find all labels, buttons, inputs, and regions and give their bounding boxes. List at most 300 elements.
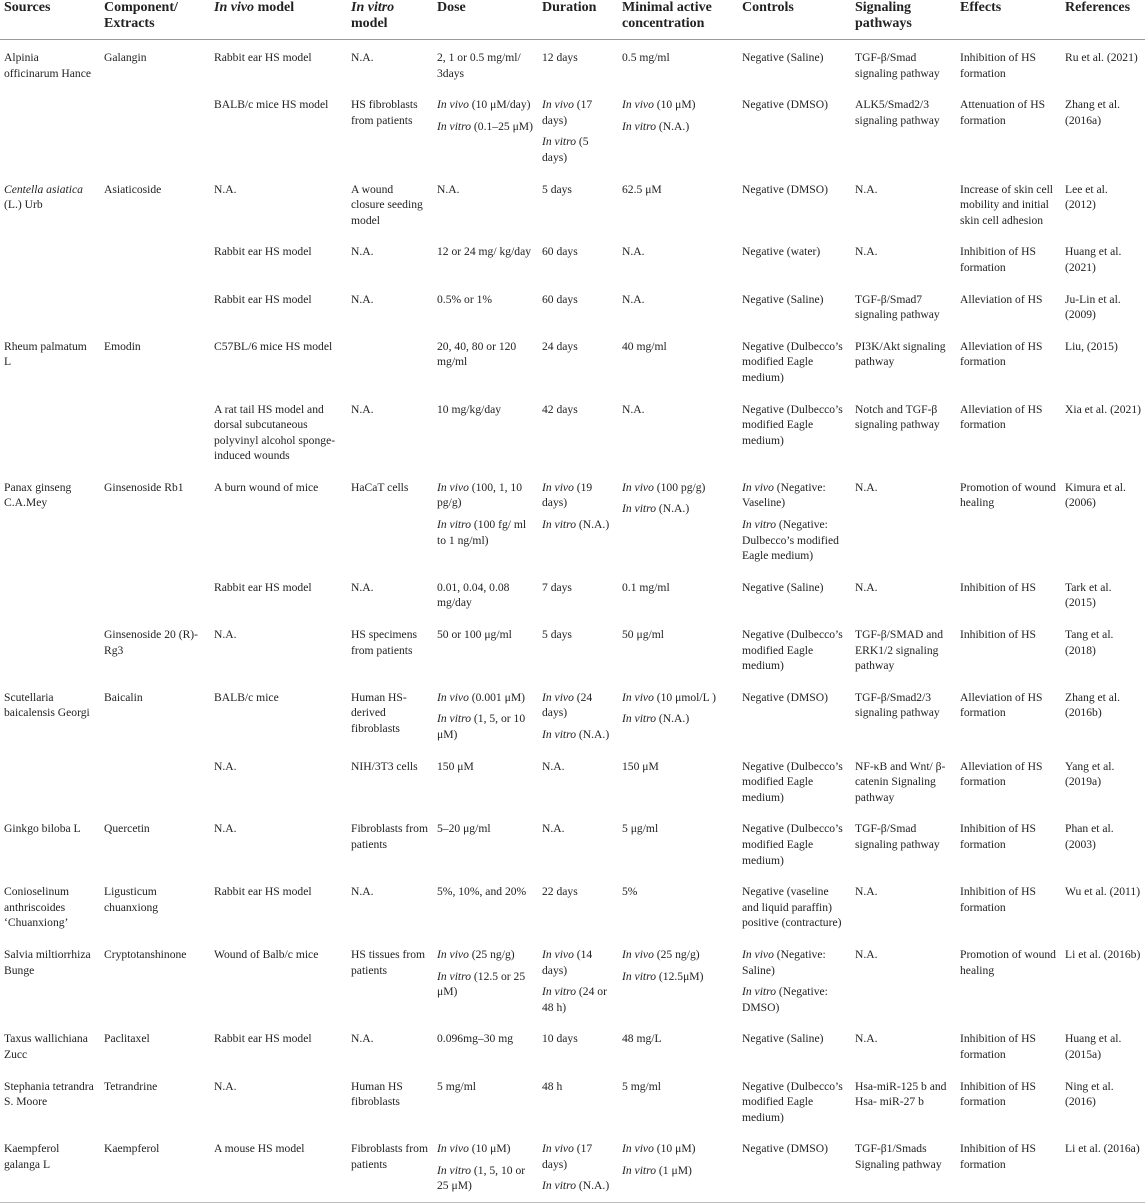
cell-line <box>622 402 734 418</box>
cell-minimal-active-concentration <box>618 282 738 329</box>
cell-line <box>742 402 847 449</box>
cell-line <box>622 969 734 985</box>
cell-line <box>437 627 534 643</box>
cell-line <box>742 244 847 260</box>
cell-effects: Inhibition of HS formation <box>956 1131 1061 1202</box>
cell-line-text: 22 days <box>542 885 578 899</box>
cell-line <box>437 244 534 260</box>
cell-line <box>437 119 534 135</box>
cell-source: Salvia miltiorrhiza Bunge <box>4 947 91 977</box>
cell-line-text: 50 μg/ml <box>622 628 664 642</box>
cell-line-text: (Negative: Vaseline) <box>742 480 826 510</box>
cell-line <box>542 947 614 978</box>
cell-line-condition: In vitro <box>542 518 577 532</box>
cell-line-text: N.A. <box>437 182 460 196</box>
cell-source: Rheum palmatum L <box>4 339 87 369</box>
cell-line <box>622 244 734 260</box>
table-row <box>0 680 1145 749</box>
cell-line-text: 0.5 mg/ml <box>622 51 670 64</box>
cell-line-condition: In vivo <box>742 480 774 494</box>
cell-line-text: (10 μM/day) <box>468 98 531 112</box>
cell-reference: Ru et al. (2021) <box>1065 51 1138 64</box>
cell-in-vitro-model: HS tissues from patients <box>351 947 426 977</box>
cell-signaling-pathways: TGF-β/Smad signaling pathway <box>855 51 940 80</box>
cell-component <box>100 87 210 171</box>
cell-minimal-active-concentration <box>618 811 738 874</box>
cell-in-vivo-model: Rabbit ear HS model <box>214 580 312 594</box>
cell-in-vivo-model: Wound of Balb/c mice <box>214 947 319 961</box>
cell-line-text: 5% <box>622 885 638 899</box>
cell-in-vivo-model: N.A. <box>214 182 237 196</box>
cell-component <box>100 282 210 329</box>
cell-duration <box>538 874 618 937</box>
header-minimal-active-concentration: Minimal active concentration <box>618 0 738 40</box>
cell-line-text: 5 days <box>542 182 572 196</box>
cell-controls <box>738 617 851 680</box>
cell-line-text: Negative (Dulbecco’s modified Eagle medium) <box>742 339 843 384</box>
cell-line-text: 0.5% or 1% <box>437 292 493 306</box>
cell-line-text: Negative (Dulbecco’s modified Eagle medium) <box>742 628 843 673</box>
cell-signaling-pathways: Hsa-miR-125 b and Hsa- miR-27 b <box>855 1079 947 1109</box>
cell-line <box>542 580 614 596</box>
cell-line <box>622 1163 734 1179</box>
cell-dose <box>433 40 538 88</box>
cell-minimal-active-concentration <box>618 40 738 88</box>
cell-duration <box>538 392 618 470</box>
cell-line-text: Negative (Dulbecco’s modified Eagle medium) <box>742 402 843 447</box>
cell-component: Asiaticoside <box>104 182 162 196</box>
cell-line <box>542 1079 614 1095</box>
cell-line <box>622 884 734 900</box>
cell-line-text: (17 days) <box>542 1142 593 1171</box>
cell-source: Alpinia officinarum Hance <box>4 51 92 80</box>
cell-dose <box>433 1021 538 1068</box>
cell-line-text: 42 days <box>542 402 578 416</box>
cell-line <box>542 821 614 837</box>
cell-line-condition: In vitro <box>437 119 472 133</box>
cell-signaling-pathways: N.A. <box>855 182 878 196</box>
table-row <box>0 937 1145 1021</box>
cell-line-condition: In vivo <box>622 98 654 112</box>
cell-line-text: 5 mg/ml <box>437 1079 476 1093</box>
cell-reference: Yang et al. (2019a) <box>1065 759 1115 789</box>
cell-in-vitro-model: N.A. <box>351 51 374 64</box>
cell-line-text: 150 μM <box>437 759 474 773</box>
header-component: Component/ Extracts <box>100 0 210 40</box>
header-references: References <box>1061 0 1145 40</box>
cell-effects: Inhibition of HS formation <box>960 1032 1037 1061</box>
cell-source: Conioselinum anthriscoides ‘Chuanxiong’ <box>4 885 70 930</box>
cell-line-condition: In vitro <box>542 135 577 149</box>
cell-line <box>437 884 534 900</box>
cell-dose <box>433 392 538 470</box>
cell-source <box>0 282 100 329</box>
cell-duration <box>538 470 618 570</box>
cell-controls <box>738 172 851 235</box>
cell-dose <box>433 470 538 570</box>
cell-line-condition: In vivo <box>437 480 469 494</box>
cell-line <box>542 97 614 128</box>
cell-line <box>542 402 614 418</box>
cell-line <box>742 984 847 1015</box>
cell-controls <box>738 40 851 88</box>
cell-minimal-active-concentration <box>618 172 738 235</box>
cell-reference: Lee et al. (2012) <box>1065 182 1108 212</box>
cell-line-text: 5–20 μg/ml <box>437 822 491 836</box>
cell-line <box>542 134 614 165</box>
cell-line <box>622 1079 734 1095</box>
cell-line <box>742 947 847 978</box>
cell-in-vitro-model: N.A. <box>351 1032 374 1046</box>
cell-effects: Inhibition of HS formation <box>960 51 1037 80</box>
cell-effects: Alleviation of HS <box>960 292 1043 306</box>
cell-line-text: (12.5 or 25 μM) <box>437 969 526 999</box>
cell-component <box>100 570 210 617</box>
cell-line <box>742 821 847 868</box>
cell-in-vivo-model: BALB/c mice <box>214 690 279 704</box>
cell-component: Ginsenoside 20 (R)-Rg3 <box>104 628 199 657</box>
cell-line <box>742 182 847 198</box>
cell-line <box>437 690 534 706</box>
cell-line-text: 48 mg/L <box>622 1032 662 1046</box>
cell-line-text: (Negative: Dulbecco’s modified Eagle medium) <box>742 518 839 563</box>
cell-line-condition: In vivo <box>622 480 654 494</box>
cell-line <box>542 480 614 511</box>
cell-effects: Inhibition of HS formation <box>960 1079 1037 1109</box>
cell-reference: Li et al. (2016a) <box>1061 1131 1145 1202</box>
cell-reference: Tang et al. (2018) <box>1065 628 1114 657</box>
cell-line-text: 24 days <box>542 339 578 353</box>
cell-in-vivo-model: Rabbit ear HS model <box>214 1032 312 1046</box>
cell-signaling-pathways: N.A. <box>855 885 878 899</box>
cell-line-condition: In vitro <box>437 969 472 983</box>
cell-component: Paclitaxel <box>104 1032 150 1046</box>
cell-dose <box>433 570 538 617</box>
cell-line <box>622 947 734 963</box>
table-row <box>0 172 1145 235</box>
cell-in-vivo-model: Rabbit ear HS model <box>214 885 312 899</box>
cell-line <box>437 517 534 548</box>
cell-line-text: 10 mg/kg/day <box>437 402 502 416</box>
cell-line-text: (N.A.) <box>656 712 690 726</box>
cell-line-text: 62.5 μM <box>622 182 662 196</box>
cell-line <box>622 339 734 355</box>
table-row <box>0 87 1145 171</box>
cell-controls <box>738 680 851 749</box>
cell-minimal-active-concentration <box>618 937 738 1021</box>
cell-effects: Attenuation of HS formation <box>960 98 1046 127</box>
cell-in-vivo-model: C57BL/6 mice HS model <box>214 339 333 353</box>
cell-duration <box>538 570 618 617</box>
cell-duration <box>538 937 618 1021</box>
cell-line <box>542 884 614 900</box>
cell-source <box>0 234 100 281</box>
table-row <box>0 570 1145 617</box>
cell-minimal-active-concentration <box>618 749 738 812</box>
table-row <box>0 282 1145 329</box>
cell-signaling-pathways: TGF-β1/Smads Signaling pathway <box>851 1131 956 1202</box>
cell-in-vitro-model: N.A. <box>351 885 374 899</box>
cell-effects: Alleviation of HS formation <box>960 690 1043 720</box>
cell-line <box>437 1031 534 1047</box>
cell-controls <box>738 329 851 392</box>
table-row <box>0 749 1145 812</box>
cell-effects: Inhibition of HS formation <box>960 822 1037 851</box>
cell-effects: Inhibition of HS formation <box>960 885 1037 914</box>
cell-reference: Liu, (2015) <box>1065 339 1118 353</box>
cell-line-text: 50 or 100 μg/ml <box>437 628 512 642</box>
header-in-vivo-model: In vivo model <box>210 0 347 40</box>
cell-line-condition: In vivo <box>542 947 574 961</box>
cell-duration <box>538 329 618 392</box>
cell-controls <box>738 1069 851 1132</box>
cell-minimal-active-concentration <box>618 470 738 570</box>
cell-line-text: Negative (vaseline and liquid paraffin) positive (contracture) <box>742 885 842 930</box>
cell-line-text: N.A. <box>622 245 645 259</box>
cell-signaling-pathways: NF-κB and Wnt/ β-catenin Signaling pathway <box>855 759 946 804</box>
cell-line <box>437 580 534 611</box>
cell-line <box>742 759 847 806</box>
cell-line <box>542 339 614 355</box>
cell-line-text: 12 or 24 mg/ kg/day <box>437 245 532 259</box>
cell-line <box>542 759 614 775</box>
header-signaling-pathways: Signaling pathways <box>851 0 956 40</box>
cell-line-text: 60 days <box>542 292 578 306</box>
cell-duration <box>538 617 618 680</box>
cell-effects: Inhibition of HS formation <box>960 245 1037 274</box>
cell-component: Emodin <box>104 339 141 353</box>
cell-line-text: (19 days) <box>542 480 593 510</box>
header-sources: Sources <box>0 0 100 40</box>
cell-source <box>0 392 100 470</box>
cell-controls <box>738 282 851 329</box>
cell-in-vivo-model: Rabbit ear HS model <box>214 51 312 64</box>
cell-in-vivo-model: N.A. <box>214 822 237 836</box>
cell-line-text: 150 μM <box>622 759 659 773</box>
cell-line-text: Negative (DMSO) <box>742 1142 828 1156</box>
cell-effects: Promotion of wound healing <box>960 947 1056 977</box>
cell-signaling-pathways: TGF-β/Smad signaling pathway <box>855 822 940 851</box>
cell-line-condition: In vitro <box>437 712 472 726</box>
cell-in-vitro-model: Fibroblasts from patients <box>347 1131 433 1202</box>
cell-line-text: (10 μmol/L ) <box>653 690 717 704</box>
cell-line <box>742 1141 847 1157</box>
cell-line <box>622 501 734 517</box>
cell-source <box>0 749 100 812</box>
cell-line-text: Negative (Saline) <box>742 51 824 64</box>
cell-component: Galangin <box>104 51 147 64</box>
cell-signaling-pathways: N.A. <box>855 245 878 259</box>
cell-line <box>622 580 734 596</box>
cell-component: Kaempferol <box>100 1131 210 1202</box>
cell-line-condition: In vitro <box>622 1163 657 1177</box>
cell-component: Cryptotanshinone <box>104 947 187 961</box>
cell-effects: Promotion of wound healing <box>960 480 1056 510</box>
cell-minimal-active-concentration <box>618 392 738 470</box>
cell-line <box>437 947 534 963</box>
cell-signaling-pathways: N.A. <box>855 480 878 494</box>
cell-line <box>437 1141 534 1157</box>
cell-line <box>742 50 847 66</box>
cell-line <box>542 244 614 260</box>
table-row <box>0 617 1145 680</box>
cell-line-text: (0.1–25 μM) <box>471 119 533 133</box>
cell-line-condition: In vivo <box>542 690 574 704</box>
cell-source: Stephania tetrandra S. Moore <box>4 1079 94 1109</box>
cell-reference: Wu et al. (2011) <box>1065 885 1141 899</box>
header-duration: Duration <box>538 0 618 40</box>
cell-line-text: Negative (DMSO) <box>742 690 828 704</box>
cell-in-vitro-model: HS fibroblasts from patients <box>351 98 418 127</box>
cell-minimal-active-concentration <box>618 1069 738 1132</box>
cell-line-text: Negative (Dulbecco’s modified Eagle medium) <box>742 759 843 804</box>
table-row <box>0 329 1145 392</box>
cell-dose <box>433 1069 538 1132</box>
cell-in-vitro-model: HS specimens from patients <box>351 628 418 657</box>
cell-line <box>437 1079 534 1095</box>
cell-in-vitro-model: N.A. <box>351 245 374 259</box>
cell-line-text: (N.A.) <box>656 502 690 516</box>
cell-line-text: (24 or 48 h) <box>542 985 607 1014</box>
source-species-name: Centella asiatica <box>4 182 83 196</box>
cell-line <box>622 50 734 66</box>
cell-line-text: Negative (Dulbecco’s modified Eagle medium) <box>742 1079 843 1124</box>
cell-line <box>437 711 534 742</box>
cell-line-text: (Negative: Saline) <box>742 947 826 977</box>
cell-in-vitro-model <box>347 329 433 392</box>
cell-line-text: (10 μM) <box>468 1142 511 1156</box>
cell-line-text: 60 days <box>542 245 578 259</box>
cell-line-text: 0.1 mg/ml <box>622 580 670 594</box>
cell-line <box>437 759 534 775</box>
cell-component <box>100 392 210 470</box>
cell-line <box>622 97 734 113</box>
cell-signaling-pathways: ALK5/Smad2/3 signaling pathway <box>855 98 940 127</box>
cell-dose <box>433 874 538 937</box>
cell-reference: Tark et al. (2015) <box>1065 580 1112 610</box>
cell-signaling-pathways: N.A. <box>855 580 878 594</box>
cell-line <box>437 182 534 198</box>
cell-line-text: Negative (DMSO) <box>742 98 828 112</box>
cell-line <box>622 711 734 727</box>
cell-line <box>742 580 847 596</box>
cell-line-text: N.A. <box>542 822 565 836</box>
cell-in-vivo-model: Rabbit ear HS model <box>214 292 312 306</box>
cell-reference: Ju-Lin et al. (2009) <box>1065 292 1121 322</box>
cell-in-vitro-model: Human HS-derived fibroblasts <box>351 690 407 735</box>
cell-line <box>742 627 847 674</box>
cell-line <box>742 292 847 308</box>
cell-dose <box>433 329 538 392</box>
cell-line-text: (25 ng/g) <box>468 947 515 961</box>
cell-source: Scutellaria baicalensis Georgi <box>4 690 90 720</box>
cell-line-text: (14 days) <box>542 947 593 977</box>
table-row <box>0 234 1145 281</box>
cell-line <box>622 292 734 308</box>
cell-minimal-active-concentration <box>618 617 738 680</box>
cell-line-condition: In vitro <box>622 712 657 726</box>
cell-duration <box>538 811 618 874</box>
table-row <box>0 40 1145 88</box>
cell-controls <box>738 811 851 874</box>
cell-in-vitro-model: Fibroblasts from patients <box>351 822 428 851</box>
cell-line-text: 40 mg/ml <box>622 339 667 353</box>
cell-controls <box>738 234 851 281</box>
cell-line-condition: In vitro <box>742 985 777 999</box>
cell-component: Baicalin <box>104 690 143 704</box>
cell-duration <box>538 749 618 812</box>
cell-line-text: (100 fg/ ml to 1 ng/ml) <box>437 518 527 547</box>
cell-line-text: Negative (DMSO) <box>742 182 828 196</box>
cell-in-vivo-model: A burn wound of mice <box>214 480 319 494</box>
cell-line-condition: In vivo <box>542 1142 574 1156</box>
cell-in-vitro-model: HaCaT cells <box>351 480 409 494</box>
cell-in-vivo-model: N.A. <box>214 628 237 642</box>
cell-source <box>0 570 100 617</box>
cell-controls <box>738 570 851 617</box>
cell-effects: Inhibition of HS <box>960 628 1037 642</box>
cell-line-condition: In vivo <box>742 947 774 961</box>
cell-dose <box>433 87 538 171</box>
cell-line <box>542 627 614 643</box>
cell-in-vivo-model: A rat tail HS model and dorsal subcutaneous polyvinyl alcohol sponge-induced wounds <box>214 402 336 463</box>
cell-source <box>0 617 100 680</box>
cell-line-condition: In vivo <box>542 98 574 112</box>
cell-line <box>437 402 534 418</box>
cell-line <box>622 480 734 496</box>
cell-line-condition: In vitro <box>622 502 657 516</box>
cell-signaling-pathways: N.A. <box>855 947 878 961</box>
cell-line <box>437 339 534 370</box>
cell-line-text: Negative (Saline) <box>742 580 824 594</box>
cell-line-text: 2, 1 or 0.5 mg/ml/ 3days <box>437 51 521 80</box>
cell-line-condition: In vivo <box>437 98 469 112</box>
cell-line <box>742 339 847 386</box>
cell-effects: Increase of skin cell mobility and initial skin cell adhesion <box>960 182 1054 227</box>
cell-dose <box>433 680 538 749</box>
cell-controls <box>738 87 851 171</box>
cell-signaling-pathways: TGF-β/Smad7 signaling pathway <box>855 292 940 322</box>
cell-line <box>542 50 614 66</box>
cell-signaling-pathways: Notch and TGF-β signaling pathway <box>855 402 940 432</box>
cell-line <box>437 97 534 113</box>
cell-line <box>437 969 534 1000</box>
cell-reference: Xia et al. (2021) <box>1065 402 1141 416</box>
cell-line-text: N.A. <box>622 292 645 306</box>
cell-line-condition: In vitro <box>437 518 472 532</box>
cell-line-text: (17 days) <box>542 98 593 127</box>
cell-dose <box>433 282 538 329</box>
cell-signaling-pathways: TGF-β/Smad2/3 signaling pathway <box>855 690 940 720</box>
cell-line-text: (1, 5, or 10 μM) <box>437 712 526 741</box>
cell-line <box>542 984 614 1015</box>
cell-source: Kaempferol galanga L <box>0 1131 100 1202</box>
cell-controls <box>738 874 851 937</box>
cell-controls <box>738 470 851 570</box>
cell-controls <box>738 1021 851 1068</box>
cell-line-condition: In vivo <box>622 1142 654 1156</box>
cell-line <box>542 727 614 743</box>
cell-line-text: (N.A.) <box>576 1179 610 1193</box>
cell-in-vitro-model: N.A. <box>351 580 374 594</box>
cell-effects: Alleviation of HS formation <box>960 759 1043 789</box>
table-row <box>0 1069 1145 1132</box>
cell-in-vitro-model: NIH/3T3 cells <box>351 759 418 773</box>
cell-duration <box>538 172 618 235</box>
cell-component: Ligusticum chuanxiong <box>104 885 159 914</box>
cell-line-condition: In vivo <box>437 1142 469 1156</box>
cell-line-condition: In vivo <box>542 480 574 494</box>
